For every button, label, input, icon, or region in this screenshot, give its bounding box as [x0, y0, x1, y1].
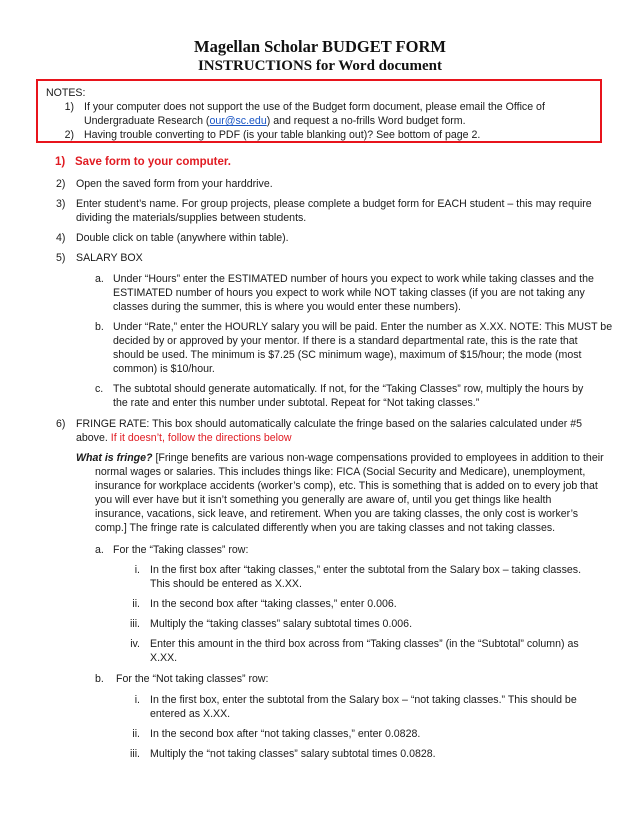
step-6b-text: For the “Not taking classes” row:	[116, 673, 269, 685]
step-5b-line: Under “Rate,” enter the HOURLY salary you will be paid. Enter the number as X.XX. NOTE: This MUST be	[113, 321, 613, 333]
step-6-text-continued: above. If it doesn’t, follow the directions below	[76, 432, 292, 444]
step-6a-i-line: In the first box after “taking classes,” enter the subtotal from the Salary box – taking classes.	[150, 564, 582, 576]
fringe-definition: What is fringe? [Fringe benefits are various non-wage compensations provided to employees in addition to their	[76, 452, 604, 464]
step-1-text: Save form to your computer.	[75, 156, 231, 168]
step-2-text: Open the saved form from your harddrive.	[76, 178, 273, 190]
fringe-line: insurance, vacations, sick leave, and retirement. When you are taking classes, the only cost is worker’s	[95, 508, 579, 520]
note-2-text: Having trouble converting to PDF (is your table blanking out)? See bottom of page 2.	[84, 129, 481, 141]
step-1-number: 1)	[55, 156, 66, 168]
step-6-text: FRINGE RATE: This box should automatically calculate the fringe based on the salaries calculated under #5	[76, 418, 583, 430]
step-6a-ii-line: In the second box after “taking classes,” enter 0.006.	[150, 598, 397, 610]
step-2-number: 2)	[56, 178, 66, 190]
step-5b-line: should be used. The minimum is $7.25 (SC minimum wage), maximum of $15/hour; the mode (most	[113, 349, 582, 361]
fringe-line: you will ever have but it isn’t something you generally are aware of, until you get things like health	[95, 494, 552, 506]
fringe-line: comp.] The fringe rate is calculated differently when you are taking classes and not taking classes.	[95, 522, 556, 534]
step-5c-number: c.	[95, 383, 104, 395]
step-5b-line: common) is $10/hour.	[113, 363, 215, 375]
step-6a-i-line: This should be entered as X.XX.	[150, 578, 302, 590]
step-6a-iv-number: iv.	[130, 638, 140, 650]
step-5a-line: classes during the summer, this is where you would enter these numbers).	[113, 301, 461, 313]
step-5a-line: Under “Hours” enter the ESTIMATED number of hours you expect to work while taking classes and the	[113, 273, 594, 285]
step-5b-line: decided by or approved by your mentor. If there is a standard departmental rate, this is the rate that	[113, 335, 578, 347]
form-title: Magellan Scholar BUDGET FORM	[194, 37, 446, 56]
notes-heading: NOTES:	[46, 87, 86, 99]
step-5-number: 5)	[56, 252, 66, 264]
step-6b-number: b.	[95, 673, 104, 685]
step-6a-i-number: i.	[134, 564, 140, 576]
form-subtitle: INSTRUCTIONS for Word document	[197, 58, 443, 74]
step-6a-text: For the “Taking classes” row:	[113, 544, 249, 556]
step-6a-iii-line: Multiply the “taking classes” salary subtotal times 0.006.	[150, 618, 413, 630]
step-5-text: SALARY BOX	[76, 252, 143, 264]
step-6b-iii-number: iii.	[129, 748, 140, 760]
email-link[interactable]: our@sc.edu	[209, 115, 267, 127]
step-3-text-continued: dividing the materials/supplies between students.	[76, 212, 307, 224]
step-6a-iii-number: iii.	[129, 618, 140, 630]
step-5a-line: ESTIMATED number of hours you expect to work while NOT taking classes (if you are not taking any	[113, 287, 585, 299]
step-5c-line: The subtotal should generate automatically. If not, for the “Taking Classes” row, multiply the hours by	[113, 383, 584, 395]
step-6a-number: a.	[95, 544, 104, 556]
step-6b-i-line: In the first box, enter the subtotal from the Salary box – “not taking classes.” This should be	[150, 694, 577, 706]
step-4-number: 4)	[56, 232, 66, 244]
step-6b-iii-line: Multiply the “not taking classes” salary subtotal times 0.0828.	[150, 748, 436, 760]
fringe-line: normal wages or salaries. This includes things like: FICA (Social Security and Medicare), unemployment,	[95, 466, 586, 478]
step-6b-ii-number: ii.	[132, 728, 140, 740]
step-6b-ii-line: In the second box after “not taking classes,” enter 0.0828.	[150, 728, 421, 740]
note-1-number: 1)	[64, 101, 74, 113]
fringe-line: insurance for workplace accidents (worker’s comp), etc. This is something that is added on to every job that	[95, 480, 598, 492]
step-5c-line: the rate and enter this number under subtotal. Repeat for “Not taking classes.”	[113, 397, 480, 409]
fringe-warning: If it doesn’t, follow the directions below	[110, 432, 292, 444]
step-6a-iv-line: X.XX.	[150, 652, 178, 664]
note-1-text: If your computer does not support the use of the Budget form document, please email the Office of	[84, 101, 545, 113]
fringe-label: What is fringe?	[76, 452, 153, 464]
step-5a-number: a.	[95, 273, 104, 285]
step-6b-i-line: entered as X.XX.	[150, 708, 231, 720]
step-3-number: 3)	[56, 198, 66, 210]
step-4-text: Double click on table (anywhere within table).	[76, 232, 289, 244]
step-6a-ii-number: ii.	[132, 598, 140, 610]
note-1-text-continued: Undergraduate Research (our@sc.edu) and request a no-frills Word budget form.	[84, 115, 466, 127]
step-5b-number: b.	[95, 321, 104, 333]
step-6b-i-number: i.	[134, 694, 140, 706]
step-3-text: Enter student’s name. For group projects, please complete a budget form for EACH student – this may require	[76, 198, 592, 210]
step-6-number: 6)	[56, 418, 66, 430]
note-2-number: 2)	[64, 129, 74, 141]
step-6a-iv-line: Enter this amount in the third box across from “Taking classes” (in the “Subtotal” column) as	[150, 638, 579, 650]
